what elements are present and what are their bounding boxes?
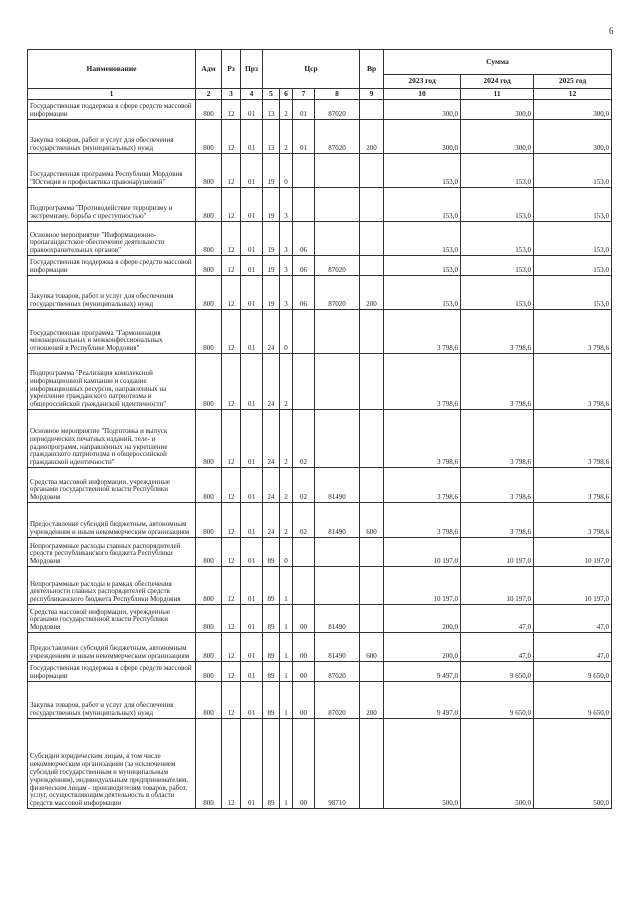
table-row — [28, 503, 612, 538]
row-vr: 600 — [360, 633, 384, 662]
row-vr — [360, 410, 384, 468]
row-sum-2024: 500,0 — [461, 719, 534, 809]
column-number: 5 — [263, 89, 280, 100]
row-name: Основное мероприятие "Информационно-пропагандистское обеспечение деятельности правоохранительных органов" — [28, 222, 196, 256]
row-name: Предоставление субсидий бюджетным, автономным учреждениям и иным некоммерческим организациям — [28, 633, 196, 662]
row-cer-event: 00 — [293, 605, 315, 633]
row-vr — [360, 567, 384, 605]
row-sum-2023: 153,0 — [384, 188, 461, 222]
row-adm: 800 — [196, 538, 222, 567]
row-prz: 01 — [241, 276, 263, 310]
row-cer-direction — [315, 310, 360, 354]
row-cer-event — [293, 188, 315, 222]
column-number: 11 — [461, 89, 534, 100]
header-year-2023: 2023 год — [384, 75, 461, 89]
row-adm: 800 — [196, 605, 222, 633]
row-cer-subprogram: 0 — [280, 310, 293, 354]
row-cer-subprogram: 1 — [280, 633, 293, 662]
row-sum-2023: 3 798,6 — [384, 468, 461, 503]
column-number: 10 — [384, 89, 461, 100]
row-sum-2024: 300,0 — [461, 120, 534, 154]
row-sum-2023: 300,0 — [384, 120, 461, 154]
row-sum-2023: 9 497,0 — [384, 662, 461, 682]
row-vr — [360, 662, 384, 682]
row-rz: 12 — [222, 410, 241, 468]
row-cer-program: 13 — [263, 100, 280, 120]
row-prz: 01 — [241, 538, 263, 567]
row-rz: 12 — [222, 188, 241, 222]
column-number: 9 — [360, 89, 384, 100]
row-cer-direction: 81490 — [315, 468, 360, 503]
row-sum-2025: 153,0 — [534, 276, 612, 310]
table-row — [28, 719, 612, 809]
row-name: Основное мероприятие "Подготовка и выпуск периодических печатных изданий, теле- и радиопрограмм, направленных на укрепление гражданского патриотизма и общероссийской гражданской идентичности" — [28, 410, 196, 468]
row-cer-program: 19 — [263, 222, 280, 256]
row-name: Средства массовой информации, учрежденные органами государственной власти Республики Мордовия — [28, 468, 196, 503]
row-adm: 800 — [196, 256, 222, 276]
table-row — [28, 154, 612, 188]
row-name: Государственная поддержка в сфере средств массовой информации — [28, 662, 196, 682]
row-sum-2025: 300,0 — [534, 120, 612, 154]
row-sum-2023: 3 798,6 — [384, 354, 461, 410]
row-cer-event: 00 — [293, 682, 315, 719]
row-adm: 800 — [196, 410, 222, 468]
row-sum-2024: 153,0 — [461, 276, 534, 310]
row-sum-2024: 3 798,6 — [461, 354, 534, 410]
column-number: 4 — [241, 89, 263, 100]
row-prz: 01 — [241, 410, 263, 468]
header-year-2024: 2024 год — [461, 75, 534, 89]
row-cer-subprogram: 1 — [280, 567, 293, 605]
row-cer-subprogram: 0 — [280, 154, 293, 188]
table-row — [28, 120, 612, 154]
row-cer-direction: 81490 — [315, 605, 360, 633]
row-rz: 12 — [222, 354, 241, 410]
row-cer-direction: 87020 — [315, 682, 360, 719]
row-cer-direction — [315, 188, 360, 222]
row-sum-2024: 300,0 — [461, 100, 534, 120]
row-sum-2025: 3 798,6 — [534, 354, 612, 410]
row-cer-subprogram: 2 — [280, 354, 293, 410]
row-cer-program: 24 — [263, 503, 280, 538]
row-sum-2024: 3 798,6 — [461, 468, 534, 503]
row-adm: 800 — [196, 354, 222, 410]
row-sum-2023: 3 798,6 — [384, 503, 461, 538]
row-vr — [360, 605, 384, 633]
row-sum-2024: 3 798,6 — [461, 503, 534, 538]
row-vr — [360, 100, 384, 120]
row-vr: 600 — [360, 503, 384, 538]
row-sum-2024: 153,0 — [461, 256, 534, 276]
row-cer-subprogram: 2 — [280, 468, 293, 503]
row-prz: 01 — [241, 310, 263, 354]
table-row — [28, 310, 612, 354]
row-sum-2023: 200,0 — [384, 633, 461, 662]
row-rz: 12 — [222, 682, 241, 719]
row-sum-2025: 153,0 — [534, 222, 612, 256]
row-vr: 200 — [360, 682, 384, 719]
row-cer-direction — [315, 410, 360, 468]
row-cer-program: 89 — [263, 719, 280, 809]
row-prz: 01 — [241, 503, 263, 538]
column-number: 12 — [534, 89, 612, 100]
row-adm: 800 — [196, 188, 222, 222]
row-cer-subprogram: 3 — [280, 222, 293, 256]
page-number: 6 — [609, 26, 614, 36]
column-number: 3 — [222, 89, 241, 100]
row-vr — [360, 468, 384, 503]
row-cer-subprogram: 0 — [280, 538, 293, 567]
row-sum-2024: 9 650,0 — [461, 682, 534, 719]
row-sum-2025: 153,0 — [534, 154, 612, 188]
row-sum-2024: 153,0 — [461, 188, 534, 222]
row-rz: 12 — [222, 538, 241, 567]
column-number: 8 — [315, 89, 360, 100]
row-cer-program: 24 — [263, 468, 280, 503]
table-row — [28, 468, 612, 503]
row-cer-direction — [315, 538, 360, 567]
row-cer-program: 19 — [263, 154, 280, 188]
row-sum-2023: 153,0 — [384, 276, 461, 310]
row-rz: 12 — [222, 567, 241, 605]
row-cer-direction — [315, 154, 360, 188]
row-name: Государственная программа "Гармонизация межнациональных и межконфессиональных отношений в Республике Мордовия" — [28, 310, 196, 354]
row-sum-2024: 10 197,0 — [461, 567, 534, 605]
row-rz: 12 — [222, 120, 241, 154]
row-cer-program: 19 — [263, 188, 280, 222]
row-sum-2024: 3 798,6 — [461, 410, 534, 468]
row-sum-2023: 10 197,0 — [384, 538, 461, 567]
row-cer-subprogram: 2 — [280, 100, 293, 120]
row-rz: 12 — [222, 719, 241, 809]
row-prz: 01 — [241, 100, 263, 120]
table-row — [28, 188, 612, 222]
row-sum-2024: 47,0 — [461, 633, 534, 662]
row-prz: 01 — [241, 662, 263, 682]
row-adm: 800 — [196, 662, 222, 682]
row-vr: 200 — [360, 276, 384, 310]
row-cer-event: 02 — [293, 410, 315, 468]
row-cer-subprogram: 1 — [280, 605, 293, 633]
row-adm: 800 — [196, 468, 222, 503]
row-cer-program: 89 — [263, 567, 280, 605]
row-prz: 01 — [241, 154, 263, 188]
row-cer-direction: 87020 — [315, 662, 360, 682]
row-name: Государственная поддержка в сфере средств массовой информации — [28, 256, 196, 276]
row-name: Предоставление субсидий бюджетным, автономным учреждениям и иным некоммерческим организациям — [28, 503, 196, 538]
row-vr — [360, 222, 384, 256]
row-sum-2025: 3 798,6 — [534, 410, 612, 468]
header-rz: Рз — [222, 50, 241, 89]
row-prz: 01 — [241, 188, 263, 222]
row-sum-2023: 9 497,0 — [384, 682, 461, 719]
row-sum-2024: 153,0 — [461, 222, 534, 256]
row-sum-2023: 153,0 — [384, 256, 461, 276]
row-cer-program: 89 — [263, 633, 280, 662]
row-sum-2025: 9 650,0 — [534, 682, 612, 719]
row-cer-subprogram: 3 — [280, 188, 293, 222]
row-sum-2025: 3 798,6 — [534, 503, 612, 538]
row-rz: 12 — [222, 662, 241, 682]
row-cer-event: 00 — [293, 633, 315, 662]
row-name: Государственная программа Республики Мордовия "Юстиция и профилактика правонарушений" — [28, 154, 196, 188]
row-name: Непрограммные расходы главных распорядителей средств республиканского бюджета Республики Мордовия — [28, 538, 196, 567]
header-vr: Вр — [360, 50, 384, 89]
row-adm: 800 — [196, 276, 222, 310]
row-vr — [360, 538, 384, 567]
column-number: 6 — [280, 89, 293, 100]
row-sum-2025: 500,0 — [534, 719, 612, 809]
row-cer-direction: 87020 — [315, 100, 360, 120]
table-row — [28, 662, 612, 682]
column-number: 7 — [293, 89, 315, 100]
row-prz: 01 — [241, 256, 263, 276]
row-rz: 12 — [222, 276, 241, 310]
table-row — [28, 633, 612, 662]
table-row — [28, 100, 612, 120]
row-cer-program: 24 — [263, 354, 280, 410]
row-prz: 01 — [241, 120, 263, 154]
row-name: Подпрограмма "Противодействие терроризму и экстремизму, борьба с преступностью" — [28, 188, 196, 222]
table-row — [28, 276, 612, 310]
row-cer-program: 24 — [263, 310, 280, 354]
row-name: Закупка товаров, работ и услуг для обеспечения государственных (муниципальных) нужд — [28, 120, 196, 154]
row-cer-event — [293, 567, 315, 605]
row-cer-event: 02 — [293, 503, 315, 538]
row-adm: 800 — [196, 100, 222, 120]
row-sum-2025: 153,0 — [534, 188, 612, 222]
row-prz: 01 — [241, 682, 263, 719]
row-sum-2024: 153,0 — [461, 154, 534, 188]
row-sum-2023: 153,0 — [384, 154, 461, 188]
row-sum-2023: 500,0 — [384, 719, 461, 809]
row-cer-direction: 87020 — [315, 276, 360, 310]
row-sum-2024: 9 650,0 — [461, 662, 534, 682]
row-sum-2023: 300,0 — [384, 100, 461, 120]
row-cer-subprogram: 1 — [280, 719, 293, 809]
row-name: Закупка товаров, работ и услуг для обеспечения государственных (муниципальных) нужд — [28, 276, 196, 310]
row-name: Подпрограмма "Реализация комплексной информационной кампании и создание информационных ресурсов, направленных на укрепление гражданского патриотизма и общероссийской гражданской идентичности" — [28, 354, 196, 410]
row-cer-direction — [315, 567, 360, 605]
row-cer-program: 19 — [263, 256, 280, 276]
row-rz: 12 — [222, 256, 241, 276]
row-cer-program: 89 — [263, 662, 280, 682]
row-vr — [360, 256, 384, 276]
table-row — [28, 682, 612, 719]
row-cer-direction: 81490 — [315, 633, 360, 662]
row-sum-2024: 10 197,0 — [461, 538, 534, 567]
header-sum: Сумма — [384, 50, 612, 75]
row-rz: 12 — [222, 100, 241, 120]
row-sum-2025: 153,0 — [534, 256, 612, 276]
budget-table — [27, 49, 612, 809]
table-row — [28, 222, 612, 256]
row-prz: 01 — [241, 567, 263, 605]
row-rz: 12 — [222, 633, 241, 662]
row-vr — [360, 310, 384, 354]
row-cer-event — [293, 154, 315, 188]
column-number: 2 — [196, 89, 222, 100]
row-prz: 01 — [241, 222, 263, 256]
row-cer-event: 02 — [293, 468, 315, 503]
row-cer-event: 01 — [293, 120, 315, 154]
row-sum-2023: 10 197,0 — [384, 567, 461, 605]
row-vr — [360, 354, 384, 410]
row-cer-direction: 87020 — [315, 256, 360, 276]
row-sum-2025: 10 197,0 — [534, 567, 612, 605]
row-adm: 800 — [196, 633, 222, 662]
row-sum-2023: 200,0 — [384, 605, 461, 633]
row-name: Непрограммные расходы в рамках обеспечения деятельности главных распорядителей средств республиканского бюджета Республики Мордовия — [28, 567, 196, 605]
row-adm: 800 — [196, 567, 222, 605]
table-row — [28, 354, 612, 410]
header-year-2025: 2025 год — [534, 75, 612, 89]
row-sum-2023: 3 798,6 — [384, 410, 461, 468]
row-cer-event: 06 — [293, 222, 315, 256]
row-rz: 12 — [222, 468, 241, 503]
row-adm: 800 — [196, 222, 222, 256]
row-adm: 800 — [196, 120, 222, 154]
column-number: 1 — [28, 89, 196, 100]
row-name: Государственная поддержка в сфере средств массовой информации — [28, 100, 196, 120]
row-cer-program: 89 — [263, 538, 280, 567]
table-row — [28, 567, 612, 605]
row-cer-event: 01 — [293, 100, 315, 120]
row-cer-subprogram: 2 — [280, 410, 293, 468]
row-cer-subprogram: 3 — [280, 256, 293, 276]
row-rz: 12 — [222, 154, 241, 188]
row-adm: 800 — [196, 154, 222, 188]
column-number-row — [28, 89, 612, 100]
row-cer-subprogram: 3 — [280, 276, 293, 310]
row-sum-2025: 300,0 — [534, 100, 612, 120]
row-cer-subprogram: 2 — [280, 120, 293, 154]
row-cer-event — [293, 354, 315, 410]
row-cer-program: 24 — [263, 410, 280, 468]
row-sum-2023: 3 798,6 — [384, 310, 461, 354]
row-prz: 01 — [241, 468, 263, 503]
row-adm: 800 — [196, 310, 222, 354]
row-cer-event: 00 — [293, 662, 315, 682]
row-cer-event: 06 — [293, 256, 315, 276]
row-sum-2025: 10 197,0 — [534, 538, 612, 567]
row-sum-2025: 3 798,6 — [534, 310, 612, 354]
row-cer-event: 06 — [293, 276, 315, 310]
row-prz: 01 — [241, 354, 263, 410]
row-cer-program: 19 — [263, 276, 280, 310]
header-cer: Цср — [263, 50, 360, 89]
row-prz: 01 — [241, 605, 263, 633]
row-sum-2024: 3 798,6 — [461, 310, 534, 354]
table-row — [28, 605, 612, 633]
row-cer-direction: 81490 — [315, 503, 360, 538]
table-row — [28, 256, 612, 276]
row-vr — [360, 188, 384, 222]
row-cer-direction: 98710 — [315, 719, 360, 809]
row-cer-program: 89 — [263, 605, 280, 633]
row-cer-subprogram: 2 — [280, 503, 293, 538]
row-rz: 12 — [222, 503, 241, 538]
header-name: Наименование — [28, 50, 196, 89]
row-adm: 800 — [196, 682, 222, 719]
row-name: Субсидии юридическим лицам, в том числе некоммерческим организациям (за исключением субсидий государственным и муниципальным учреждениям), индивидуальным предпринимателям, физическим лицам - производителям товаров, работ, услуг, осуществляющим деятельность в области средств массовой информации — [28, 719, 196, 809]
row-sum-2025: 47,0 — [534, 633, 612, 662]
row-rz: 12 — [222, 222, 241, 256]
row-cer-subprogram: 1 — [280, 682, 293, 719]
row-cer-program: 89 — [263, 682, 280, 719]
table-row — [28, 538, 612, 567]
header-adm: Адм — [196, 50, 222, 89]
row-name: Средства массовой информации, учрежденные органами государственной власти Республики Мордовия — [28, 605, 196, 633]
row-rz: 12 — [222, 605, 241, 633]
row-cer-program: 13 — [263, 120, 280, 154]
row-prz: 01 — [241, 719, 263, 809]
row-cer-direction — [315, 222, 360, 256]
row-name: Закупка товаров, работ и услуг для обеспечения государственных (муниципальных) нужд — [28, 682, 196, 719]
row-rz: 12 — [222, 310, 241, 354]
row-cer-subprogram: 1 — [280, 662, 293, 682]
row-cer-event — [293, 310, 315, 354]
table-row — [28, 410, 612, 468]
row-cer-event — [293, 538, 315, 567]
row-adm: 800 — [196, 503, 222, 538]
row-cer-direction: 87020 — [315, 120, 360, 154]
row-vr: 200 — [360, 120, 384, 154]
header-prz: Прз — [241, 50, 263, 89]
row-cer-direction — [315, 354, 360, 410]
row-sum-2023: 153,0 — [384, 222, 461, 256]
row-prz: 01 — [241, 633, 263, 662]
row-vr — [360, 719, 384, 809]
row-sum-2025: 47,0 — [534, 605, 612, 633]
row-adm: 800 — [196, 719, 222, 809]
row-cer-event: 00 — [293, 719, 315, 809]
row-vr — [360, 154, 384, 188]
row-sum-2025: 3 798,6 — [534, 468, 612, 503]
row-sum-2025: 9 650,0 — [534, 662, 612, 682]
row-sum-2024: 47,0 — [461, 605, 534, 633]
